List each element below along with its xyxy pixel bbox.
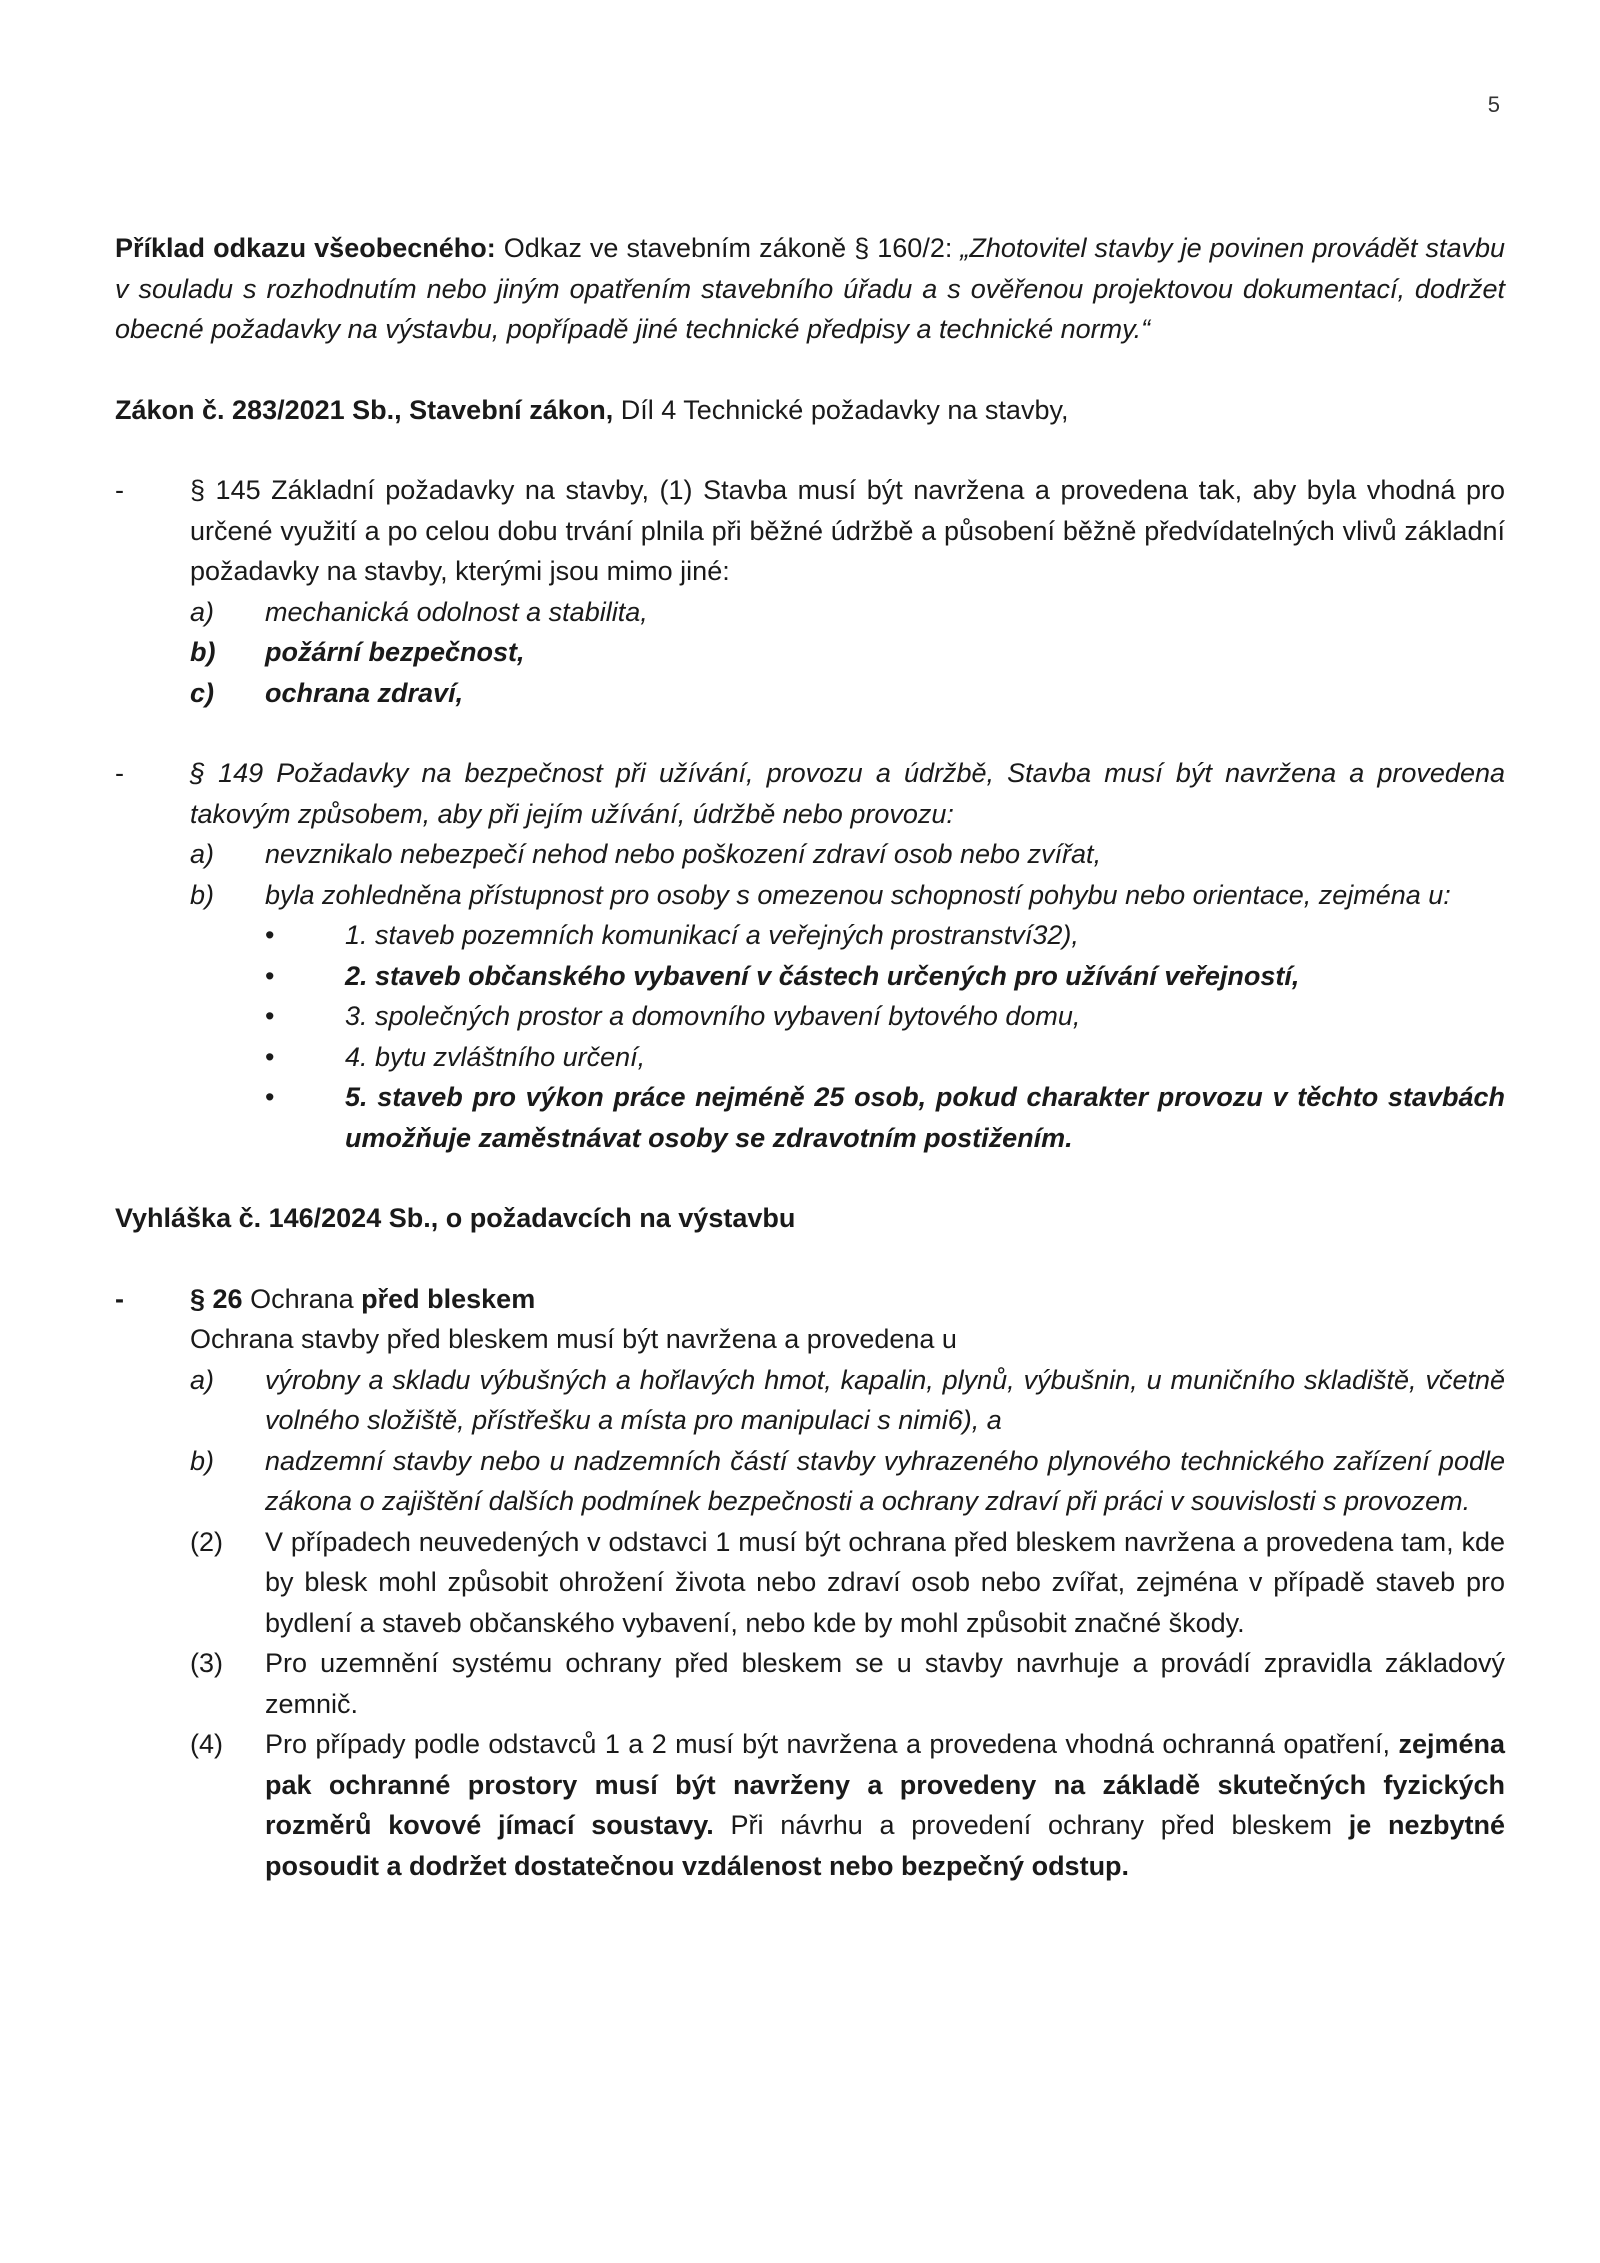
- list-item: [190, 673, 1505, 714]
- bullet-marker: •: [265, 960, 275, 991]
- section-145: [115, 470, 1505, 713]
- item-text: byla zohledněna přístupnost pro osoby s omezenou schopností pohybu nebo orientace, zejména u:: [265, 879, 1451, 910]
- section-149: [115, 753, 1505, 1158]
- bullet-text: 1. staveb pozemních komunikací a veřejných prostranství32),: [345, 920, 1079, 950]
- paragraph-2: [190, 1522, 1505, 1644]
- section-number: § 26: [190, 1283, 243, 1314]
- item-label: b): [190, 879, 215, 910]
- item-text: nadzemní stavby nebo u nadzemních částí stavby vyhrazeného plynového technického zařízení podle zákona o zajištění dalších podmínek bezpečnosti a ochrany zdraví při práci v souvislosti s provozem.: [265, 1445, 1505, 1516]
- paragraph-text: Pro uzemnění systému ochrany před bleskem se u stavby navrhuje a provádí zpravidla základový zemnič.: [265, 1648, 1505, 1719]
- p4-text-1: Pro případy podle odstavců 1 a 2 musí být navržena a provedena vhodná ochranná opatření,: [265, 1729, 1399, 1759]
- example-lead: Příklad odkazu všeobecného:: [115, 233, 496, 263]
- section-26-intro: Ochrana stavby před bleskem musí být navržena a provedena u: [190, 1324, 957, 1354]
- section-topic: před bleskem: [361, 1283, 536, 1314]
- document-body: [115, 228, 1505, 1886]
- list-item: [190, 834, 1505, 875]
- bullet-marker: •: [265, 1041, 275, 1072]
- list-item: [190, 1360, 1505, 1441]
- example-quote: „Zhotovitel stavby je povinen provádět stavbu v souladu s rozhodnutím nebo jiným opatřením stavebního úřadu a s ověřenou projektovou dokumentací, dodržet obecné požadavky na výstavbu, popřípadě jiné technické předpisy a technické normy.“: [115, 233, 1505, 344]
- list-item: [190, 632, 1505, 673]
- section-26-heading: [190, 1279, 1505, 1320]
- paragraph-label: (2): [190, 1526, 223, 1557]
- list-item: [190, 1441, 1505, 1522]
- dash-marker: -: [115, 758, 124, 788]
- paragraph-label: (3): [190, 1648, 223, 1678]
- item-text: mechanická odolnost a stabilita,: [265, 596, 648, 627]
- item-label: b): [190, 1445, 215, 1476]
- section-word: Ochrana: [242, 1283, 362, 1314]
- section-149-text: § 149 Požadavky na bezpečnost při užívání, provozu a údržbě, Stavba musí být navržena a provedena takovým způsobem, aby při jejím užívání, údržbě nebo provozu:: [190, 758, 1505, 829]
- bullet-marker: •: [265, 1082, 275, 1112]
- bullet-item: [265, 956, 1505, 997]
- law-title-bold: Zákon č. 283/2021 Sb., Stavební zákon,: [115, 394, 614, 425]
- bullet-item: [265, 996, 1505, 1037]
- bullet-text: 3. společných prostor a domovního vybavení bytového domu,: [345, 1001, 1081, 1031]
- item-text: ochrana zdraví,: [265, 677, 464, 708]
- bullet-text: 4. bytu zvláštního určení,: [345, 1041, 646, 1072]
- paragraph-text: V případech neuvedených v odstavci 1 musí být ochrana před bleskem navržena a provedena tam, kde by blesk mohl způsobit ohrožení života nebo zdraví osob nebo zvířat, zejména v případě staveb pro bydlení a staveb občanského vybavení, nebo kde by mohl způsobit značné škody.: [265, 1526, 1505, 1638]
- example-paragraph: [115, 228, 1505, 350]
- bullet-item: [265, 1037, 1505, 1078]
- item-label: a): [190, 596, 215, 627]
- bullet-item: [265, 915, 1505, 956]
- p4-bold-2: je nezbytné posoudit a dodržet dostatečnou vzdálenost nebo bezpečný odstup.: [265, 1810, 1505, 1881]
- bullet-marker: •: [265, 1001, 275, 1031]
- list-item: [190, 592, 1505, 633]
- bullet-marker: •: [265, 920, 275, 950]
- bullet-item: [265, 1077, 1505, 1158]
- p4-bold-1: zejména pak ochranné prostory musí být navrženy a provedeny na základě skutečných fyzických rozměrů kovové jímací soustavy.: [265, 1729, 1505, 1840]
- dash-marker: -: [115, 475, 124, 505]
- paragraph-text: [265, 1724, 1505, 1886]
- decree-title: Vyhláška č. 146/2024 Sb., o požadavcích na výstavbu: [115, 1203, 796, 1233]
- bullet-text: 5. staveb pro výkon práce nejméně 25 osob, pokud charakter provozu v těchto stavbách umožňuje zaměstnávat osoby se zdravotním postižením.: [345, 1082, 1505, 1153]
- section-145-text: § 145 Základní požadavky na stavby, (1) Stavba musí být navržena a provedena tak, aby byla vhodná pro určené využití a po celou dobu trvání plnila při běžné údržbě a působení běžně předvídatelných vlivů základní požadavky na stavby, kterými jsou mimo jiné:: [190, 475, 1505, 586]
- page-number: 5: [1487, 92, 1500, 117]
- list-item: [190, 875, 1505, 1159]
- law-title-rest: Díl 4 Technické požadavky na stavby,: [613, 394, 1069, 425]
- item-label: a): [190, 1364, 215, 1395]
- item-text: nevznikalo nebezpečí nehod nebo poškození zdraví osob nebo zvířat,: [265, 839, 1102, 869]
- paragraph-label: (4): [190, 1729, 223, 1759]
- paragraph-4: [190, 1724, 1505, 1886]
- item-label: c): [190, 677, 215, 708]
- p4-text-2: Při návrhu a provedení ochrany před bleskem: [713, 1810, 1349, 1840]
- paragraph-3: [190, 1643, 1505, 1724]
- item-label: a): [190, 839, 215, 869]
- bullet-text: 2. staveb občanského vybavení v částech určených pro užívání veřejností,: [345, 960, 1300, 991]
- section-26: [115, 1279, 1505, 1887]
- item-text: požární bezpečnost,: [265, 637, 525, 667]
- law-title: [115, 390, 1505, 431]
- dash-marker: -: [115, 1283, 124, 1314]
- item-label: b): [190, 637, 216, 667]
- example-text: Odkaz ve stavebním zákoně § 160/2:: [495, 233, 961, 263]
- item-text: výrobny a skladu výbušných a hořlavých hmot, kapalin, plynů, výbušnin, u muničního skladiště, včetně volného složiště, přístřešku a místa pro manipulaci s nimi6), a: [265, 1364, 1505, 1435]
